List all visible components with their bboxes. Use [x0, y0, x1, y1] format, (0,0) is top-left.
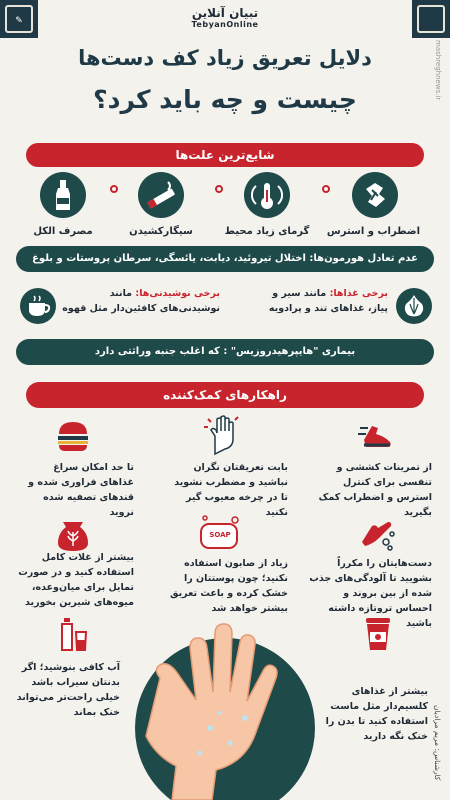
- soap-icon: [195, 512, 245, 556]
- water-bottle-glass-icon: [51, 612, 95, 656]
- hormone-bar: عدم تعادل هورمون‌ها: اختلال تیروئید، دیابت، یائسگی، سرطان پروستات و بلوغ: [16, 246, 434, 272]
- brand-name-fa: تبیان آنلاین: [191, 6, 259, 20]
- causes-header: شایع‌ترین علت‌ها: [26, 143, 424, 167]
- drinks-text-1: مانند: [109, 288, 136, 299]
- cause-alcohol: [18, 172, 108, 237]
- garlic-icon: [396, 288, 432, 324]
- burger-icon: [51, 414, 95, 458]
- credit: کارشناس: مریم مرادیان: [433, 704, 442, 780]
- stress-icon: [352, 172, 398, 218]
- logo-mark-icon: ✎: [15, 16, 23, 26]
- wave-hand-icon: [201, 414, 245, 458]
- solution-text: آب کافی بنوشید؛ اگر بدنتان سیراب باشد خیلی راحت‌تر می‌تواند خنک بماند: [16, 662, 120, 718]
- cause-label: اضطراب و استرس: [326, 226, 420, 237]
- thermometer-icon: [244, 172, 290, 218]
- solution-text: بابت تعریقتان نگران نباشید و مضطرب نشوید تا در چرخه معیوب گیر نکنید: [174, 462, 288, 518]
- soap-label: SOAP: [209, 531, 231, 539]
- foods-text-1: مانند سیر و: [272, 288, 330, 299]
- cigarette-icon: [138, 172, 184, 218]
- drinks-note: [50, 286, 220, 326]
- foods-text-2: پیاز، غذاهای تند و پرادویه: [268, 303, 388, 314]
- solution-text: بیشتر از غذاهای کلسیم‌دار مثل ماست استفاده کنید تا بدن را خنک نگه دارید: [325, 686, 428, 742]
- running-shoe-icon: [356, 414, 400, 458]
- hand-wash-icon: [356, 512, 400, 556]
- drinks-text-2: نوشیدنی‌های کافئین‌دار مثل قهوه: [62, 303, 220, 314]
- foods-title: برخی غذاها:: [329, 288, 388, 299]
- palm-hand-icon: [140, 618, 310, 800]
- brand-name-en: TebyanOnline: [191, 20, 259, 29]
- cause-label: مصرف الکل: [33, 226, 93, 237]
- title-line-2: چیست و چه باید کرد؟: [93, 85, 357, 114]
- bottle-icon: [40, 172, 86, 218]
- title-line-1: دلایل تعریق زیاد کف دست‌ها: [78, 46, 372, 70]
- solution-text: زیاد از صابون استفاده نکنید؛ چون پوستتان را خشک کرده و باعث تعریق بیشتر خواهد شد: [170, 558, 288, 614]
- drinks-title: برخی نوشیدنی‌ها:: [135, 288, 220, 299]
- watermark: mashreghnews.ir: [434, 40, 442, 101]
- solution-text: تا حد امکان سراغ غذاهای فراوری شده و قندهای تصفیه شده نروید: [28, 462, 134, 518]
- separator-dot: [322, 185, 330, 193]
- foods-note: [238, 286, 388, 326]
- cause-label: سیگارکشیدن: [129, 226, 193, 237]
- separator-dot: [110, 185, 118, 193]
- coffee-cup-icon: [20, 288, 56, 324]
- separator-dot: [215, 185, 223, 193]
- cause-label: گرمای زیاد محیط: [224, 226, 310, 237]
- solutions-header: راهکارهای کمک‌کننده: [26, 382, 424, 408]
- brand-logo: [0, 6, 450, 29]
- solution-text: بیشتر از غلات کامل استفاده کنید و در صورت تمایل برای میان‌وعده، میوه‌های شیرین بخورید: [18, 552, 134, 608]
- cause-heat: [222, 172, 312, 237]
- cause-stress: [326, 172, 420, 237]
- cause-smoking: [116, 172, 206, 237]
- solution-text: از تمرینات کششی و تنفسی برای کنترل استرس و اضطراب کمک بگیرید: [318, 462, 432, 518]
- yogurt-cup-icon: [356, 612, 400, 656]
- hyperhidrosis-bar: بیماری "هایپرهیدروزیس" : که اغلب جنبه وراثتی دارد: [16, 339, 434, 365]
- solution-text: دست‌هایتان را مکرراً بشویید تا آلودگی‌های جذب شده از بین بروند و احساس تروتازه داشته باشید: [309, 558, 432, 629]
